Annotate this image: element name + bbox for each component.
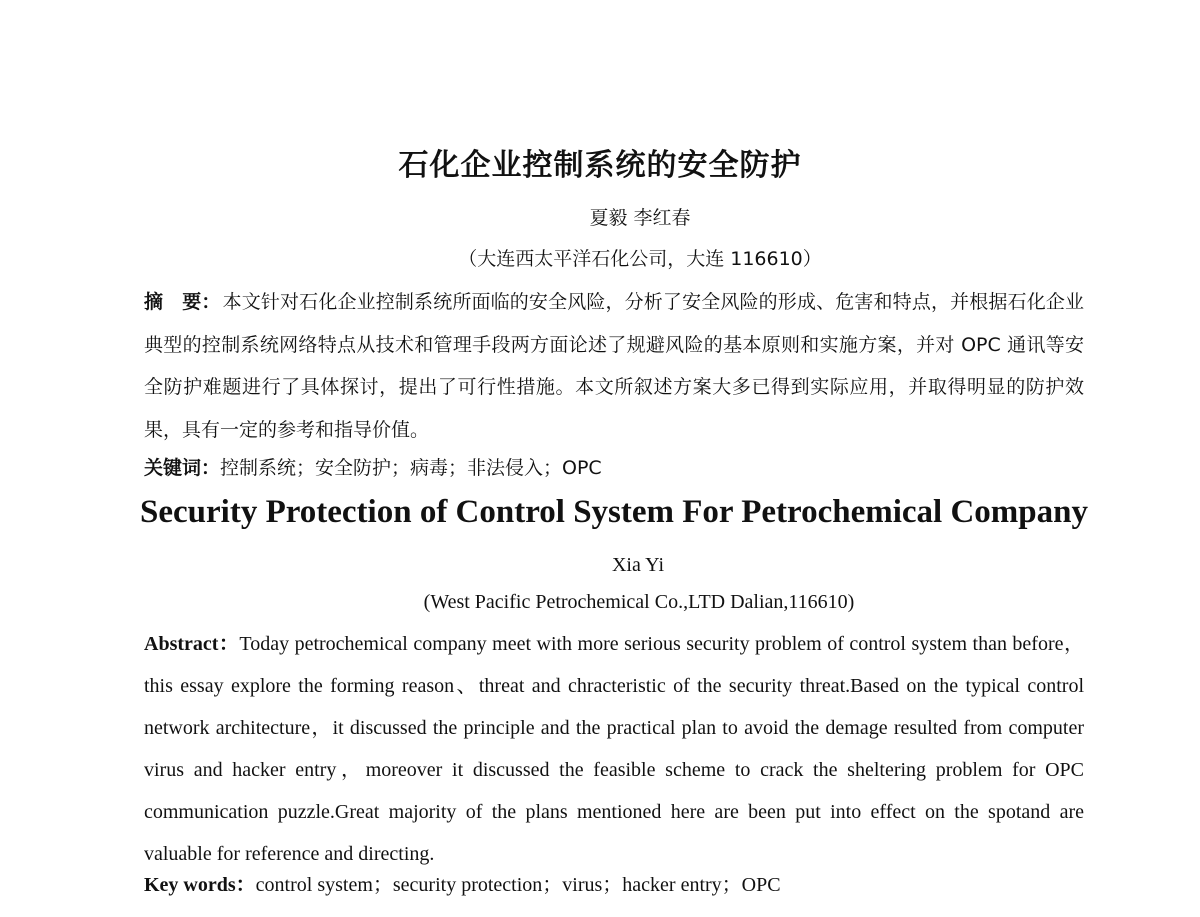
abstract-en-label: Abstract： (144, 633, 240, 655)
abstract-en-text: Today petrochemical company meet with more serious security problem of control system than before，this essay explore the forming reason、threat and chracteristic of the security threat.Based on the typical control network architecture，it discussed the principle and the practical plan to avoid the demage resulted from computer virus and hacker entry，moreover it discussed the feasible scheme to crack the sheltering problem for OPC communication puzzle.Great majority of the plans mentioned here are been put into effect on the spotand are valuable for reference and directing. (144, 633, 1084, 865)
paper-title-en: Security Protection of Control System For Petrochemical Company (140, 494, 1088, 530)
keywords-cn-label: 关键词： (144, 457, 221, 479)
keywords-en (144, 868, 1084, 902)
authors-cn: 夏毅 李红春 (589, 207, 691, 229)
abstract-cn-label: 摘 要： (144, 291, 221, 313)
affiliation-cn: （大连西太平洋石化公司，大连 116610） (458, 248, 822, 270)
paper-title-cn: 石化企业控制系统的安全防护 (398, 148, 802, 183)
abstract-en (144, 623, 1084, 875)
cropped-next-line (144, 910, 204, 917)
keywords-cn (144, 451, 1084, 485)
keywords-en-text: control system；security protection；virus；hacker entry；OPC (255, 874, 781, 896)
affiliation-en: (West Pacific Petrochemical Co.,LTD Dalian,116610) (423, 591, 855, 613)
abstract-cn-text: 本文针对石化企业控制系统所面临的安全风险，分析了安全风险的形成、危害和特点，并根据石化企业典型的控制系统网络特点从技术和管理手段两方面论述了规避风险的基本原则和实施方案，并对 OPC 通讯等安全防护难题进行了具体探讨，提出了可行性措施。本文所叙述方案大多已得到实际应用，并取得明显的防护效果，具有一定的参考和指导价值。 (144, 291, 1084, 441)
keywords-cn-text: 控制系统；安全防护；病毒；非法侵入；OPC (220, 457, 602, 479)
abstract-cn (144, 281, 1084, 451)
keywords-en-label: Key words： (144, 874, 256, 896)
authors-en: Xia Yi (611, 554, 665, 576)
